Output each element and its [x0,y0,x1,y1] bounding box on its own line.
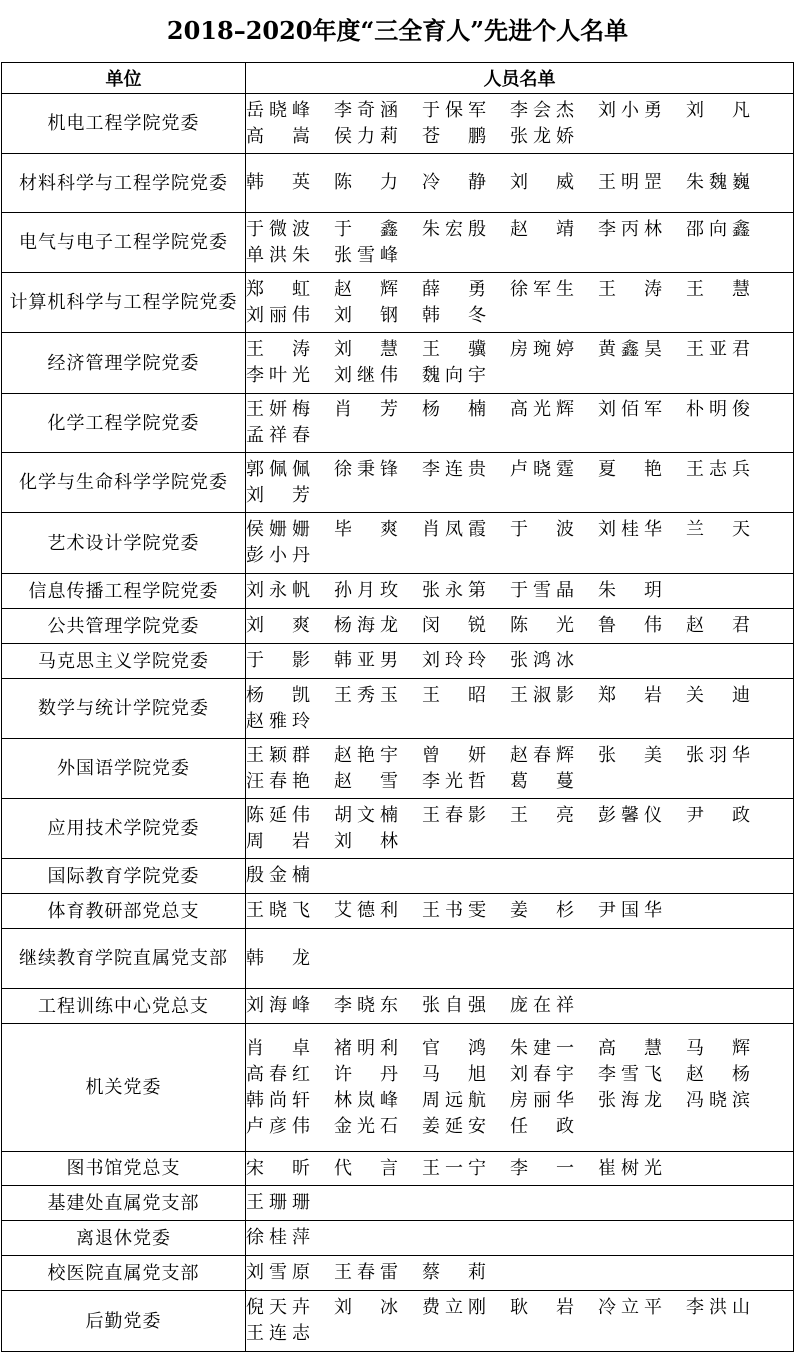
person-name: 高 光 辉 [510,399,574,420]
header-people: 人员名单 [246,63,794,94]
person-name: 刘 海 峰 [246,995,310,1016]
person-name: 官 鸿 [422,1037,486,1059]
names-line [246,743,793,769]
person-name: 刘 威 [510,172,574,193]
person-name: 卢 晓 霆 [510,458,574,480]
names-line [246,898,793,924]
table-row [2,1291,794,1352]
unit-cell: 计算机科学与工程学院党委 [2,273,246,333]
person-name: 崔 树 光 [598,1157,662,1179]
person-name: 孟 祥 春 [246,425,310,446]
person-name: 李 丙 林 [598,218,662,240]
person-name: 朱 魏 巍 [686,172,750,193]
names-cell [246,859,794,894]
person-name: 张 鸿 冰 [510,650,574,671]
names-cell [246,394,794,453]
person-name: 王 秀 玉 [334,684,398,706]
person-name: 王 一 宁 [422,1157,486,1179]
person-name: 孙 月 玫 [334,580,398,601]
names-cell [246,333,794,394]
person-name: 房 琬 婷 [510,339,574,360]
person-name: 王 珊 珊 [246,1192,310,1213]
names-cell [246,679,794,739]
person-name: 郑 岩 [598,684,662,706]
unit-cell: 信息传播工程学院党委 [2,574,246,609]
table-row [2,273,794,333]
person-name: 马 旭 [422,1063,486,1085]
names-line [246,217,793,243]
person-name: 费 立 刚 [422,1297,486,1318]
table-row [2,513,794,574]
names-line [246,457,793,483]
names-line [246,946,793,972]
person-name: 肖 凤 霞 [422,519,486,540]
unit-cell: 经济管理学院党委 [2,333,246,394]
person-name: 单 洪 朱 [246,244,310,266]
person-name: 杨 凯 [246,684,310,706]
names-line [246,648,793,674]
table-row [2,894,794,929]
person-name: 闵 锐 [422,615,486,636]
person-name: 郑 虹 [246,278,310,300]
person-name: 于 鑫 [334,218,398,240]
person-name: 蔡 莉 [422,1262,486,1283]
person-name: 王 淑 影 [510,684,574,706]
person-name: 李 洪 山 [686,1297,750,1318]
names-line [246,543,793,569]
person-name: 耿 岩 [510,1297,574,1318]
person-name: 徐 秉 锋 [334,458,398,480]
person-name: 肖 芳 [334,399,398,420]
person-name: 殷 金 楠 [246,865,310,886]
unit-cell: 应用技术学院党委 [2,799,246,859]
header-unit: 单位 [2,63,246,94]
table-row [2,609,794,644]
unit-cell: 电气与电子工程学院党委 [2,213,246,273]
person-name: 夏 艳 [598,458,662,480]
names-cell [246,609,794,644]
person-name: 刘 玲 玲 [422,650,486,671]
person-name: 王 亮 [510,804,574,826]
person-name: 倪 天 卉 [246,1297,310,1318]
person-name: 王 妍 梅 [246,399,310,420]
person-name: 姜 延 安 [422,1115,486,1137]
unit-cell: 体育教研部党总支 [2,894,246,929]
table-row [2,679,794,739]
unit-cell: 工程训练中心党总支 [2,989,246,1024]
person-name: 张 雪 峰 [334,244,398,266]
names-cell [246,213,794,273]
person-name: 鲁 伟 [598,615,662,636]
person-name: 于 雪 晶 [510,580,574,601]
person-name: 王 明 罡 [598,172,662,193]
person-name: 周 岩 [246,830,310,852]
names-line [246,1062,793,1088]
names-line [246,98,793,124]
person-name: 陈 力 [334,172,398,193]
person-name: 赵 春 辉 [510,744,574,766]
names-line [246,337,793,363]
names-cell [246,739,794,799]
names-cell [246,1152,794,1186]
person-name: 黄 鑫 昊 [598,339,662,360]
person-name: 林 岚 峰 [334,1089,398,1111]
person-name: 于 波 [510,519,574,540]
person-name: 刘 芳 [246,484,310,506]
names-line [246,769,793,795]
names-line [246,277,793,303]
person-name: 薛 勇 [422,278,486,300]
table-row [2,1152,794,1186]
person-name: 赵 君 [686,615,750,636]
person-name: 冯 晓 滨 [686,1089,750,1111]
names-cell [246,574,794,609]
names-line [246,683,793,709]
person-name: 王 涛 [246,339,310,360]
person-name: 艾 德 利 [334,900,398,921]
names-line [246,1036,793,1062]
person-name: 刘 冰 [334,1297,398,1318]
unit-cell: 基建处直属党支部 [2,1186,246,1221]
person-name: 郭 佩 佩 [246,458,310,480]
person-name: 刘 凡 [686,99,750,121]
person-name: 张 自 强 [422,995,486,1016]
table-row [2,799,794,859]
person-name: 徐 军 生 [510,278,574,300]
unit-cell: 化学工程学院党委 [2,394,246,453]
person-name: 房 丽 华 [510,1089,574,1111]
page-title: 2018–2020年度“三全育人”先进个人名单 [166,16,629,45]
table-row [2,1186,794,1221]
person-name: 刘 雪 原 [246,1262,310,1283]
names-cell [246,513,794,574]
unit-cell: 后勤党委 [2,1291,246,1352]
unit-cell: 机电工程学院党委 [2,94,246,154]
table-row [2,739,794,799]
person-name: 王 晓 飞 [246,900,310,921]
person-name: 朴 明 俊 [686,399,750,420]
names-line [246,1114,793,1140]
person-name: 苍 鹏 [422,125,486,147]
person-name: 刘 钢 [334,304,398,326]
person-name: 王 颖 群 [246,744,310,766]
names-cell [246,94,794,154]
person-name: 金 光 石 [334,1115,398,1137]
person-name: 张 美 [598,744,662,766]
table-row [2,1024,794,1152]
person-name: 汪 春 艳 [246,770,310,792]
person-name: 刘 慧 [334,339,398,360]
person-name: 韩 英 [246,172,310,193]
names-line [246,1156,793,1182]
table-row [2,94,794,154]
names-line [246,1295,793,1321]
table-row [2,1256,794,1291]
person-name: 李 奇 涵 [334,99,398,121]
unit-cell: 校医院直属党支部 [2,1256,246,1291]
names-line [246,578,793,604]
person-name: 王 涛 [598,278,662,300]
person-name: 刘 桂 华 [598,519,662,540]
names-line [246,1321,793,1347]
names-line [246,613,793,639]
person-name: 冷 静 [422,172,486,193]
person-name: 李 一 [510,1157,574,1179]
names-line [246,1088,793,1114]
person-name: 刘 佰 军 [598,399,662,420]
names-line [246,1260,793,1286]
names-cell [246,1186,794,1221]
person-name: 岳 晓 峰 [246,99,310,121]
person-name: 冷 立 平 [598,1297,662,1318]
names-cell [246,989,794,1024]
person-name: 邵 向 鑫 [686,218,750,240]
names-cell [246,929,794,989]
person-name: 李 光 哲 [422,770,486,792]
person-name: 彭 小 丹 [246,545,310,566]
person-name: 周 远 航 [422,1089,486,1111]
names-line [246,363,793,389]
person-name: 关 迪 [686,684,750,706]
person-name: 李 叶 光 [246,365,310,386]
names-line [246,709,793,735]
person-name: 韩 龙 [246,947,310,969]
person-name: 刘 爽 [246,615,310,636]
names-line [246,1225,793,1251]
person-name: 毕 爽 [334,519,398,540]
person-name: 魏 向 宇 [422,365,486,386]
table-row [2,394,794,453]
person-name: 李 会 杰 [510,99,574,121]
table-row [2,859,794,894]
person-name: 张 龙 娇 [510,125,574,147]
person-name: 刘 林 [334,830,398,852]
names-cell [246,1221,794,1256]
person-name: 王 昭 [422,684,486,706]
person-name: 刘 永 帆 [246,580,310,601]
names-line [246,863,793,889]
person-name: 赵 艳 宇 [334,744,398,766]
table-row [2,154,794,213]
person-name: 韩 亚 男 [334,650,398,671]
person-name: 徐 桂 萍 [246,1227,310,1248]
person-name: 陈 光 [510,615,574,636]
unit-cell: 外国语学院党委 [2,739,246,799]
person-name: 彭 馨 仪 [598,804,662,826]
names-cell [246,1291,794,1352]
person-name: 刘 继 伟 [334,365,398,386]
table-row [2,1221,794,1256]
table-row [2,213,794,273]
person-name: 王 亚 君 [686,339,750,360]
unit-cell: 马克思主义学院党委 [2,644,246,679]
person-name: 葛 蔓 [510,770,574,792]
table-row [2,453,794,513]
names-cell [246,1024,794,1152]
person-name: 刘 小 勇 [598,99,662,121]
unit-cell: 国际教育学院党委 [2,859,246,894]
names-line [246,483,793,509]
person-name: 高 慧 [598,1037,662,1059]
table-row [2,929,794,989]
person-name: 卢 彦 伟 [246,1115,310,1137]
person-name: 宋 昕 [246,1157,310,1179]
unit-cell: 公共管理学院党委 [2,609,246,644]
person-name: 于 影 [246,650,310,671]
table-row [2,333,794,394]
person-name: 庞 在 祥 [510,995,574,1016]
person-name: 赵 杨 [686,1063,750,1085]
person-name: 王 骥 [422,339,486,360]
names-line [246,303,793,329]
person-name: 尹 政 [686,804,750,826]
person-name: 于 微 波 [246,218,310,240]
person-name: 王 志 兵 [686,458,750,480]
person-name: 赵 辉 [334,278,398,300]
person-name: 尹 国 华 [598,900,662,921]
person-name: 王 春 影 [422,804,486,826]
person-name: 李 连 贵 [422,458,486,480]
names-line [246,397,793,423]
names-cell [246,273,794,333]
person-name: 朱 宏 殷 [422,218,486,240]
person-name: 李 晓 东 [334,995,398,1016]
person-name: 陈 延 伟 [246,804,310,826]
person-name: 李 雪 飞 [598,1063,662,1085]
names-line [246,423,793,449]
person-name: 韩 冬 [422,304,486,326]
person-name: 刘 春 宇 [510,1063,574,1085]
person-name: 朱 建 一 [510,1037,574,1059]
person-name: 高 春 红 [246,1063,310,1085]
unit-cell: 离退休党委 [2,1221,246,1256]
person-name: 许 丹 [334,1063,398,1085]
names-line [246,803,793,829]
person-name: 马 辉 [686,1037,750,1059]
person-name: 于 保 军 [422,99,486,121]
names-line [246,243,793,269]
names-cell [246,644,794,679]
person-name: 张 永 第 [422,580,486,601]
names-line [246,517,793,543]
names-cell [246,894,794,929]
person-name: 杨 海 龙 [334,615,398,636]
roster-body [2,94,794,1352]
person-name: 刘 丽 伟 [246,304,310,326]
names-cell [246,453,794,513]
person-name: 肖 卓 [246,1037,310,1059]
unit-cell: 化学与生命科学学院党委 [2,453,246,513]
person-name: 兰 天 [686,519,750,540]
person-name: 曾 妍 [422,744,486,766]
person-name: 高 嵩 [246,125,310,147]
names-cell [246,1256,794,1291]
table-row [2,644,794,679]
roster-table [1,62,794,1352]
names-line [246,993,793,1019]
names-line [246,829,793,855]
header-row [2,63,794,94]
names-line [246,1190,793,1216]
unit-cell: 图书馆党总支 [2,1152,246,1186]
person-name: 赵 雪 [334,770,398,792]
person-name: 王 春 雷 [334,1262,398,1283]
person-name: 侯 姗 姗 [246,519,310,540]
unit-cell: 数学与统计学院党委 [2,679,246,739]
table-row [2,989,794,1024]
person-name: 朱 玥 [598,580,662,601]
names-cell [246,154,794,213]
person-name: 褚 明 利 [334,1037,398,1059]
unit-cell: 艺术设计学院党委 [2,513,246,574]
person-name: 代 言 [334,1157,398,1179]
person-name: 杨 楠 [422,399,486,420]
person-name: 张 羽 华 [686,744,750,766]
person-name: 王 连 志 [246,1323,310,1344]
names-line [246,124,793,150]
person-name: 胡 文 楠 [334,804,398,826]
person-name: 任 政 [510,1115,574,1137]
person-name: 赵 靖 [510,218,574,240]
person-name: 张 海 龙 [598,1089,662,1111]
person-name: 韩 尚 轩 [246,1089,310,1111]
person-name: 侯 力 莉 [334,125,398,147]
person-name: 姜 杉 [510,900,574,921]
names-cell [246,799,794,859]
unit-cell: 机关党委 [2,1024,246,1152]
person-name: 王 书 雯 [422,900,486,921]
unit-cell: 材料科学与工程学院党委 [2,154,246,213]
names-line [246,170,793,196]
unit-cell: 继续教育学院直属党支部 [2,929,246,989]
person-name: 王 慧 [686,278,750,300]
table-row [2,574,794,609]
person-name: 赵 雅 玲 [246,710,310,732]
